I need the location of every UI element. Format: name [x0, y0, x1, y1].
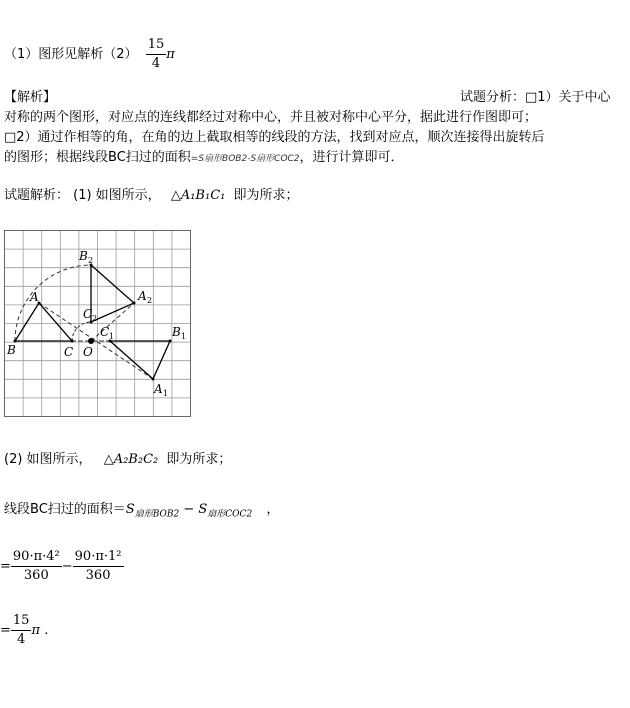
label-c1-sub: 1 [109, 332, 115, 341]
area-s2: S [198, 502, 208, 517]
label-b1-sub: 1 [181, 332, 187, 341]
area-line [4, 498, 279, 520]
label-b2-sub: 2 [88, 256, 94, 265]
result-fraction [11, 612, 32, 649]
calc-eq: = [0, 559, 11, 574]
answer-denominator: 4 [151, 56, 161, 71]
area-sub2: 扇形COC2 [207, 509, 253, 520]
label-a: A [30, 290, 39, 304]
area-s1: S [125, 502, 135, 517]
analysis-line4-b: ，进行计算即可． [299, 150, 404, 165]
analysis-heading: 【解析】 [4, 90, 57, 105]
answer-numerator: 15 [146, 36, 167, 55]
solution-line2-b: 即为所求； [166, 452, 232, 467]
label-c2: C [83, 307, 93, 321]
answer-fraction [146, 36, 167, 73]
area-end: ， [266, 502, 280, 517]
arc-bob2 [15, 265, 92, 341]
area-sub1: 扇形BOB2 [134, 509, 180, 520]
result-eq: = [0, 623, 11, 638]
solution-line1 [4, 184, 299, 203]
label-o: O [83, 345, 93, 359]
label-a1: A [154, 382, 163, 396]
solution-line2 [4, 448, 231, 467]
result-num: 15 [11, 612, 32, 631]
triangle-a1b1c1 [110, 341, 170, 379]
result-den: 4 [17, 632, 26, 647]
solution-line1-a: 试题解析： (1) 如图所示， [4, 188, 161, 203]
label-b: B [7, 343, 16, 357]
calc-num2: 90·π·1² [73, 548, 124, 567]
analysis-intro: 试题分析：□1）关于中心 [460, 90, 611, 105]
analysis-line3: □2）通过作相等的角，在角的边上截取相等的线段的方法，找到对应点，顺次连接得出旋转后 [4, 130, 545, 145]
area-minus: − [183, 502, 195, 517]
analysis-line4 [4, 146, 404, 165]
area-label: 线段BC扫过的面积＝ [4, 502, 126, 517]
label-b1: B [172, 325, 181, 339]
label-c2-sub: 2 [92, 314, 98, 323]
calc-fraction2 [73, 548, 124, 585]
answer-pi: π [166, 47, 175, 62]
solution-line2-a: (2) 如图所示， [4, 452, 92, 467]
analysis-formula: =S扇形BOB2-S扇形COC2 [190, 154, 300, 164]
calc-line [0, 548, 124, 585]
analysis-line2: 对称的两个图形，对应点的连线都经过对称中心，并且被对称中心平分，据此进行作图即可； [4, 110, 538, 125]
calc-den1: 360 [23, 568, 49, 583]
calc-fraction1 [11, 548, 62, 585]
result-line [0, 612, 57, 649]
answer-line [4, 36, 175, 73]
label-a2: A [138, 289, 147, 303]
label-b2: B [79, 249, 88, 263]
point-o [88, 338, 94, 344]
result-tail: π ． [31, 623, 58, 638]
triangle-abc [15, 303, 72, 341]
calc-minus: − [61, 559, 73, 574]
label-a1-sub: 1 [163, 389, 169, 398]
label-c1: C [100, 325, 110, 339]
analysis-line4-a: 的图形；根据线段BC扫过的面积 [4, 150, 191, 165]
triangle1-label: △A₁B₁C₁ [170, 188, 226, 203]
triangle2-label: △A₂B₂C₂ [103, 452, 159, 467]
calc-num1: 90·π·4² [11, 548, 62, 567]
label-c: C [64, 345, 74, 359]
answer-text: （1）图形见解析（2） [4, 47, 138, 62]
calc-den2: 360 [85, 568, 111, 583]
solution-line1-b: 即为所求； [233, 188, 299, 203]
geometry-figure [4, 230, 192, 418]
label-a2-sub: 2 [147, 296, 153, 305]
